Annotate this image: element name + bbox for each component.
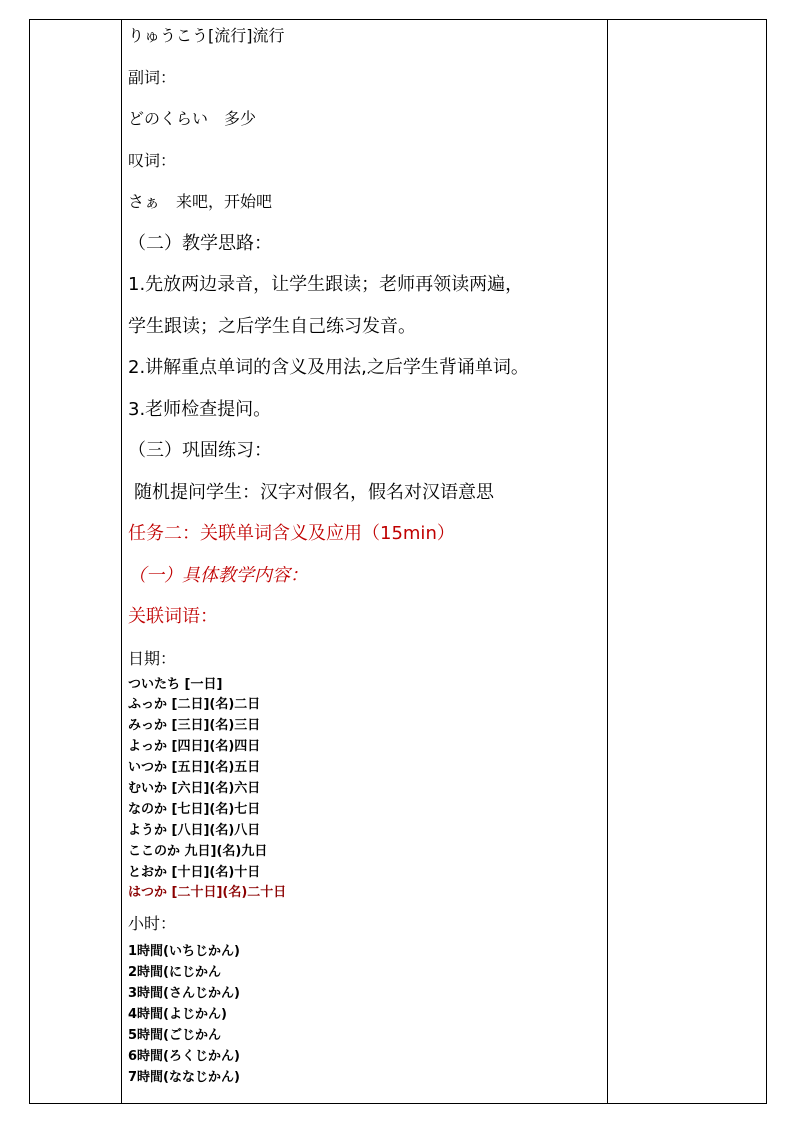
adverb-label: 副词： bbox=[128, 67, 177, 87]
date-item: とおか [十日](名)十日 bbox=[128, 864, 261, 880]
date-item: ようか [八日](名)八日 bbox=[128, 822, 261, 838]
thinking-step1b: 学生跟读；之后学生自己练习发音。 bbox=[128, 315, 416, 337]
vocab-line-ryuukou: りゅうこう[流行]流行 bbox=[128, 26, 285, 45]
adverb-item: どのくらい 多少 bbox=[128, 109, 257, 128]
hour-item: 3時間(さんじかん) bbox=[128, 986, 240, 1002]
hours-list bbox=[128, 942, 607, 1088]
dates-label: 日期： bbox=[128, 648, 177, 668]
related-words-label: 关联词语： bbox=[128, 606, 218, 627]
hour-item: 5時間(ごじかん bbox=[128, 1027, 221, 1043]
date-item: よっか [四日](名)四日 bbox=[128, 739, 261, 755]
hour-item: 2時間(にじかん bbox=[128, 965, 221, 981]
task2-title: 任务二：关联单词含义及应用（15min） bbox=[128, 523, 455, 544]
thinking-step2: 2.讲解重点单词的含义及用法,之后学生背诵单词。 bbox=[128, 357, 529, 378]
date-item: いつか [五日](名)五日 bbox=[128, 760, 261, 776]
lesson-content bbox=[122, 20, 607, 1089]
right-column-cell bbox=[608, 20, 767, 1104]
hour-item: 6時間(ろくじかん) bbox=[128, 1048, 240, 1064]
date-item: ついたち [一日] bbox=[128, 676, 223, 692]
dates-list bbox=[128, 675, 607, 905]
date-item: なのか [七日](名)七日 bbox=[128, 801, 261, 817]
lesson-plan-table bbox=[29, 19, 767, 1104]
hour-item: 4時間(よじかん) bbox=[128, 1006, 227, 1022]
date-item: みっか [三日](名)三日 bbox=[128, 718, 261, 734]
thinking-step3: 3.老师检查提问。 bbox=[128, 398, 272, 420]
content-column-cell bbox=[122, 20, 608, 1104]
practice-content: 随机提问学生：汉字对假名，假名对汉语意思 bbox=[134, 481, 494, 503]
thinking-title: （二）教学思路： bbox=[128, 232, 272, 254]
date-item-highlight: はつか [二十日](名)二十日 bbox=[128, 885, 287, 901]
interjection-item: さぁ 来吧，开始吧 bbox=[128, 192, 273, 211]
hours-label: 小时： bbox=[128, 914, 177, 934]
date-item: むいか [六日](名)六日 bbox=[128, 780, 261, 796]
interjection-label: 叹词： bbox=[128, 150, 177, 170]
task2-subtitle: （一）具体教学内容： bbox=[128, 564, 308, 586]
left-column-cell bbox=[30, 20, 122, 1104]
practice-title: （三）巩固练习： bbox=[128, 440, 272, 461]
thinking-step1a: 1.先放两边录音，让学生跟读；老师再领读两遍， bbox=[128, 274, 524, 295]
date-item: ここのか 九日](名)九日 bbox=[128, 843, 268, 859]
hour-item: 1時間(いちじかん) bbox=[128, 944, 240, 960]
date-item: ふっか [二日](名)二日 bbox=[128, 697, 261, 713]
hour-item: 7時間(ななじかん) bbox=[128, 1069, 240, 1085]
